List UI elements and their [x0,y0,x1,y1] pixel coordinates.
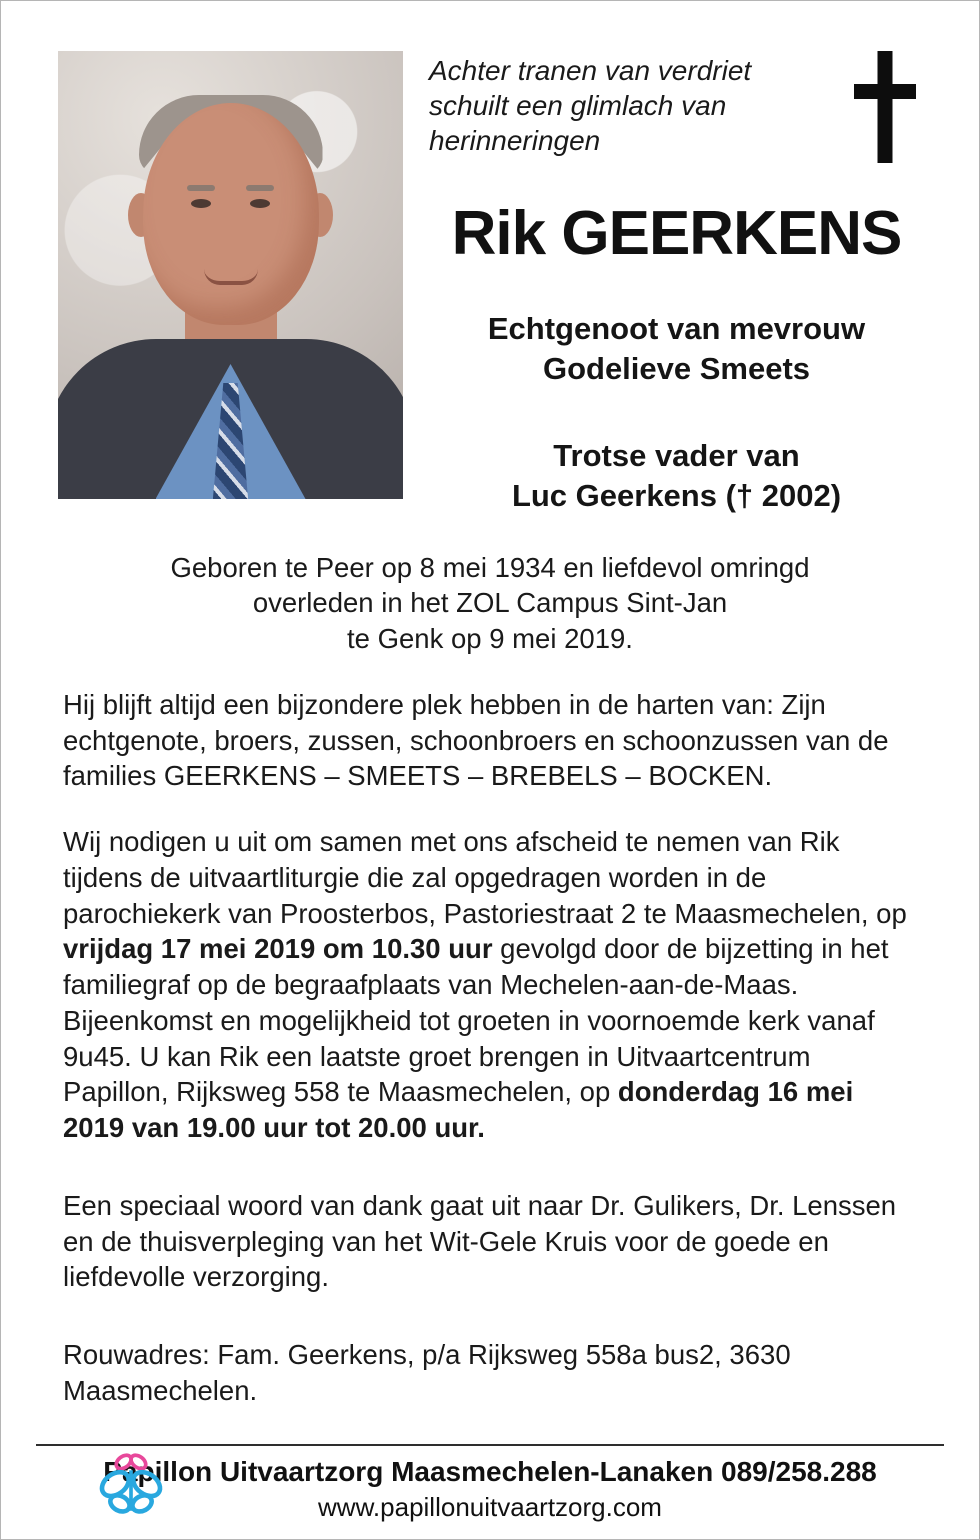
quote-line-2: schuilt een glimlach van [429,90,727,121]
footer-phone: 089/258.288 [721,1456,877,1487]
portrait-eye-left [191,199,211,208]
birth-death-line-3: te Genk op 9 mei 2019. [347,623,633,655]
spouse-line-2: Godelieve Smeets [542,350,811,386]
spouse-line-1: Echtgenoot van mevrouw [487,311,866,346]
deceased-name: Rik GEERKENS [451,199,902,268]
father-line-1: Trotse vader van [553,438,800,474]
father-line [429,436,924,515]
service-paragraph [63,824,919,1146]
portrait-mouth [204,269,258,285]
footer-divider [36,1444,944,1446]
service-text-2: gevolgd door de bijzetting in het familiegraf op de begraafplaats van Mechelen-aan-de-Maas. Bijeenkomst en mogelijkheid tot groeten in voornoemde kerk vanaf 9u45. U kan Rik een laatste groet brengen in Uitvaartcentrum Papillon, Rijksweg 558 te Maasmechelen, op [63,933,889,1108]
service-date-funeral: vrijdag 17 mei 2019 om 10.30 uur [63,933,493,965]
birth-death-paragraph [1,550,979,657]
mourning-address-paragraph: Rouwadres: Fam. Geerkens, p/a Rijksweg 558a bus2, 3630 Maasmechelen. [63,1339,791,1406]
header-section [1,1,979,516]
spouse-line [429,309,924,388]
footer-section [1,1444,979,1523]
father-line-2: Luc Geerkens († 2002) [511,478,842,514]
service-text-1: Wij nodigen u uit om samen met ons afscheid te nemen van Rik tijdens de uitvaartliturgie die zal opgedragen worden in de parochiekerk van Proosterbos, Pastoriestraat 2 te Maasmechelen, op [63,826,907,929]
quote-line-3: herinneringen [429,125,601,156]
portrait-photo [58,51,403,499]
quote-line-1: Achter tranen van verdriet [429,55,752,86]
footer-company: Papillon Uitvaartzorg Maasmechelen-Lanaken [103,1456,714,1487]
portrait-face [143,103,319,325]
cross-icon [854,51,916,163]
butterfly-logo-icon [95,1450,167,1520]
portrait-brow-left [187,185,215,191]
footer [1,1456,979,1523]
portrait-eye-right [250,199,270,208]
memorial-quote [429,51,819,158]
birth-death-line-2: overleden in het ZOL Campus Sint-Jan [252,587,728,619]
thanks-paragraph: Een speciaal woord van dank gaat uit naar Dr. Gulikers, Dr. Lenssen en de thuisverpleging van het Wit-Gele Kruis voor de goede en liefdevolle verzorging. [63,1189,897,1293]
portrait-brow-right [246,185,274,191]
footer-website: www.papillonuitvaartzorg.com [318,1492,662,1522]
header-text-column [403,51,924,516]
family-paragraph: Hij blijft altijd een bijzondere plek hebben in de harten van: Zijn echtgenote, broers, zussen, schoonbroers en schoonzussen van de families GEERKENS – SMEETS – BREBELS – BOCKEN. [63,688,889,792]
service-date-viewing: donderdag 16 mei 2019 van 19.00 uur tot 20.00 uur. [63,1076,854,1144]
birth-death-line-1: Geboren te Peer op 8 mei 1934 en liefdevol omringd [170,551,810,583]
